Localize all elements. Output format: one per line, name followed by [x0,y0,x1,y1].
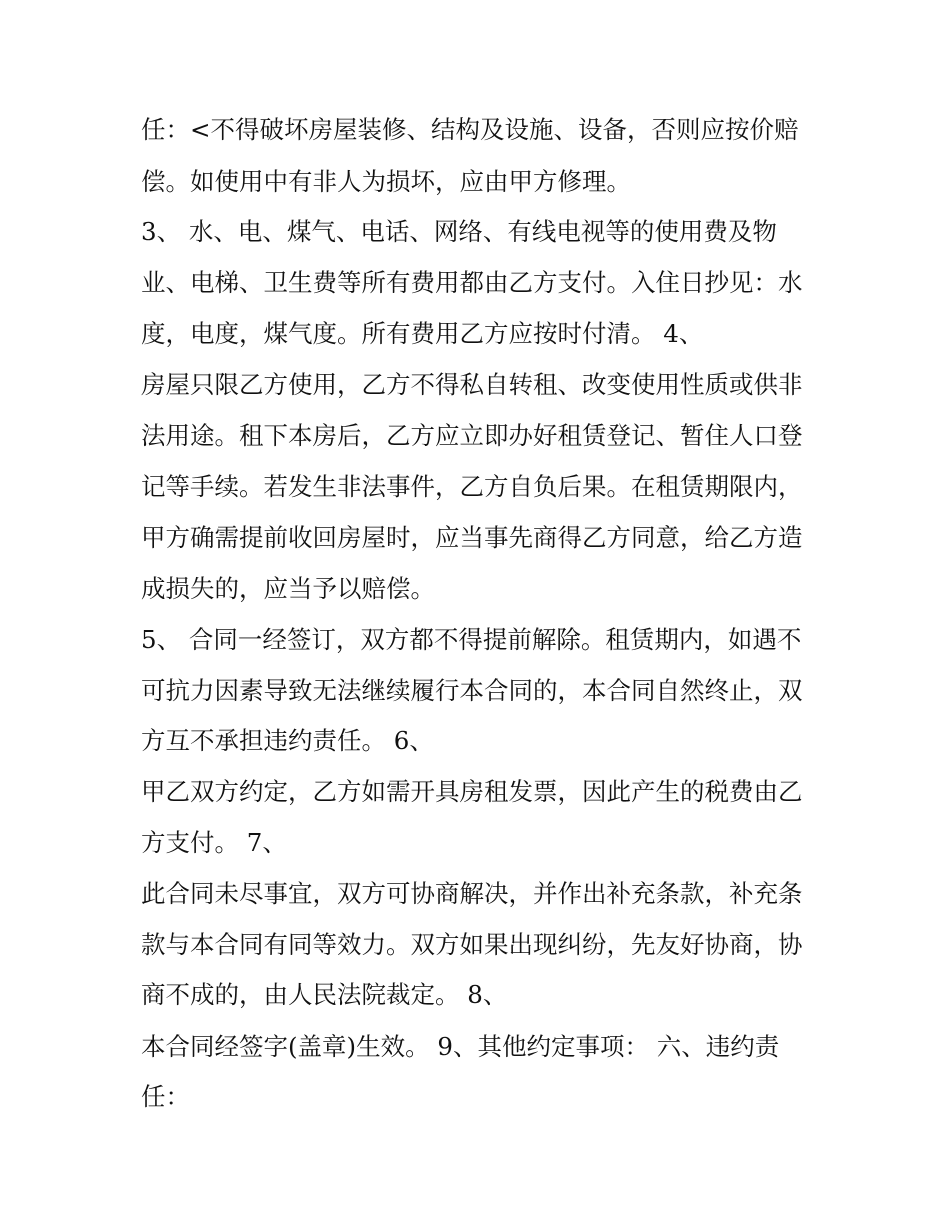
text-line: 法用途。租下本房后，乙方应立即办好租赁登记、暂住人口登 [141,421,803,450]
text-line: 5、 合同一经签订，双方都不得提前解除。租赁期内，如遇不 [141,625,802,654]
text-line: 偿。如使用中有非人为损坏，应由甲方修理。 [141,167,631,196]
text-line: 度，电度，煤气度。所有费用乙方应按时付清。 4、 [141,319,704,348]
text-line: 任：<不得破坏房屋装修、结构及设施、设备，否则应按价赔 [141,115,799,144]
text-line: 本合同经签字(盖章)生效。 9、其他约定事项： 六、违约责 [141,1032,780,1061]
text-line: 记等手续。若发生非法事件，乙方自负后果。在租赁期限内， [141,472,803,501]
text-line: 成损失的，应当予以赔偿。 [141,574,435,603]
text-line: 3、 水、电、煤气、电话、网络、有线电视等的使用费及物 [141,217,777,246]
text-line: 甲方确需提前收回房屋时，应当事先商得乙方同意，给乙方造 [141,523,803,552]
text-line: 方支付。 7、 [141,828,287,857]
text-line: 此合同未尽事宜，双方可协商解决，并作出补充条款，补充条 [141,879,803,908]
text-line: 任： [141,1082,190,1111]
text-line: 款与本合同有同等效力。双方如果出现纠纷，先友好协商，协 [141,930,803,959]
text-line: 方互不承担违约责任。 6、 [141,726,434,755]
text-line: 甲乙双方约定，乙方如需开具房租发票，因此产生的税费由乙 [141,777,803,806]
text-line: 业、电梯、卫生费等所有费用都由乙方支付。入住日抄见：水 [141,268,803,297]
text-line: 房屋只限乙方使用，乙方不得私自转租、改变使用性质或供非 [141,370,803,399]
text-line: 可抗力因素导致无法继续履行本合同的，本合同自然终止，双 [141,676,803,705]
text-line: 商不成的，由人民法院裁定。 8、 [141,980,508,1009]
